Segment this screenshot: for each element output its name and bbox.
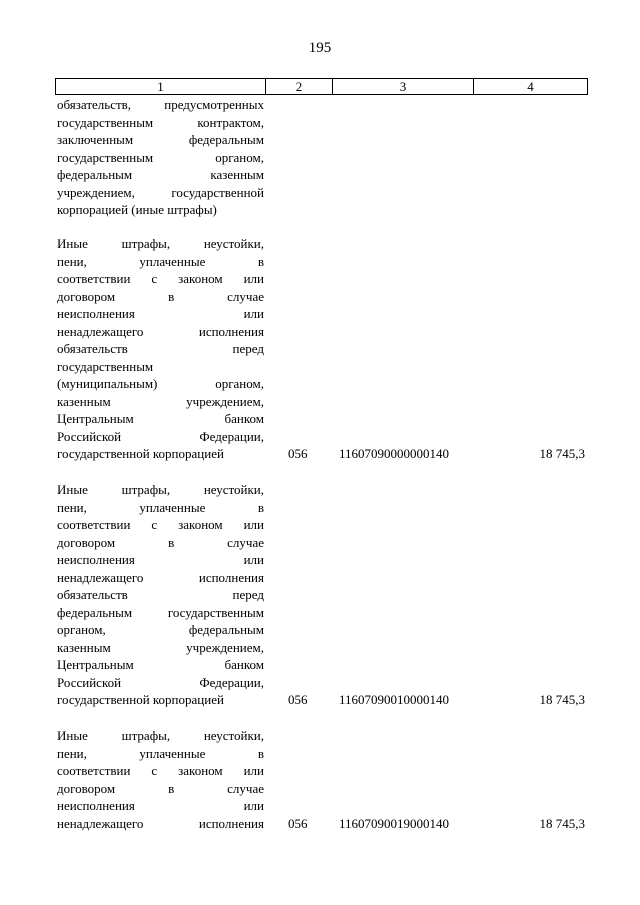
column-header-3: 3: [333, 79, 474, 95]
row-3-description: [57, 727, 264, 832]
text-line: федеральным казенным: [57, 167, 264, 182]
row-2-description: [57, 481, 264, 709]
text-line: пени, уплаченные в: [57, 499, 264, 515]
text-line: корпорацией (иные штрафы): [57, 202, 217, 217]
text-line: Иные штрафы, неустойки,: [57, 482, 264, 497]
text-line: казенным учреждением,: [57, 639, 264, 655]
text-line: государственным: [57, 358, 154, 374]
row-3-code: 056: [288, 816, 308, 831]
row-2-code: 056: [288, 692, 308, 707]
text-line: федеральным государственным: [57, 604, 264, 620]
text-line: Российской Федерации,: [57, 428, 264, 444]
text-line: пени, уплаченные в: [57, 253, 264, 269]
column-header-1: 1: [56, 79, 266, 95]
text-line: Центральным банком: [57, 657, 264, 672]
text-line: органом, федеральным: [57, 622, 264, 637]
row-1-amount: 18 745,3: [539, 446, 585, 461]
row-2-amount: 18 745,3: [539, 692, 585, 707]
text-line: ненадлежащего исполнения: [57, 569, 264, 585]
text-line: Иные штрафы, неустойки,: [57, 728, 264, 743]
text-line: (муниципальным) органом,: [57, 376, 264, 391]
page-number: 195: [308, 40, 332, 56]
text-line: обязательств перед: [57, 341, 264, 356]
text-line: договором в случае: [57, 288, 264, 304]
column-header-table: [55, 78, 588, 95]
text-line: ненадлежащего исполнения: [57, 323, 264, 339]
text-line: ненадлежащего исполнения: [57, 815, 264, 831]
text-line: договором в случае: [57, 780, 264, 796]
text-line: неисполнения или: [57, 552, 264, 567]
text-line: договором в случае: [57, 534, 264, 550]
text-line: государственной корпорацией: [57, 446, 224, 461]
continuation-description: [57, 96, 264, 219]
text-line: соответствии с законом или: [57, 763, 264, 778]
row-2-kbk: 11607090010000140: [339, 692, 450, 707]
row-1-code: 056: [288, 446, 308, 461]
text-line: Центральным банком: [57, 411, 264, 426]
text-line: неисполнения или: [57, 798, 264, 813]
row-3-amount: 18 745,3: [539, 816, 585, 831]
text-line: государственным контрактом,: [57, 114, 264, 130]
text-line: обязательств, предусмотренных: [57, 97, 264, 112]
text-line: казенным учреждением,: [57, 393, 264, 409]
text-line: Иные штрафы, неустойки,: [57, 236, 264, 251]
text-line: обязательств перед: [57, 587, 264, 602]
text-line: учреждением, государственной: [57, 184, 264, 200]
row-1-kbk: 11607090000000140: [339, 446, 450, 461]
row-3-kbk: 11607090019000140: [339, 816, 450, 831]
text-line: неисполнения или: [57, 306, 264, 321]
text-line: соответствии с законом или: [57, 517, 264, 532]
column-header-row: [56, 79, 588, 95]
text-line: заключенным федеральным: [57, 132, 264, 147]
text-line: государственной корпорацией: [57, 692, 224, 707]
text-line: государственным органом,: [57, 149, 264, 165]
row-1-description: [57, 235, 264, 463]
text-line: соответствии с законом или: [57, 271, 264, 286]
text-line: Российской Федерации,: [57, 674, 264, 690]
column-header-4: 4: [474, 79, 588, 95]
column-header-2: 2: [266, 79, 333, 95]
text-line: пени, уплаченные в: [57, 745, 264, 761]
